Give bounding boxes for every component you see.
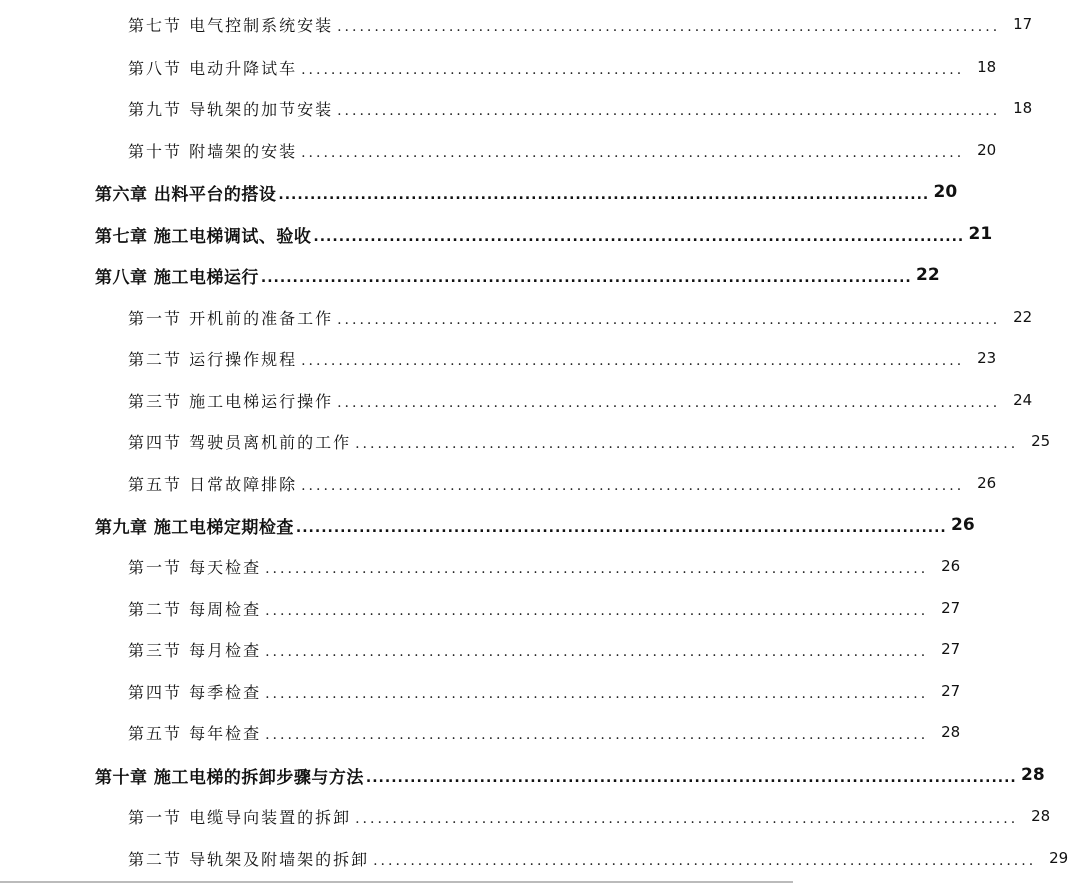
- toc-page-number: 28: [941, 723, 961, 741]
- toc-entry-title: 第四节 每季检查: [128, 682, 262, 702]
- toc-leader-dots: .......................................................................................................: [260, 270, 912, 286]
- toc-page-number: 23: [977, 349, 997, 367]
- toc-page-number: 20: [977, 141, 997, 159]
- toc-leader-dots: .......................................................................................................: [365, 770, 1017, 786]
- toc-entry-title: 第十节 附墙架的安装: [128, 141, 298, 161]
- toc-entry-title: 第五节 日常故障排除: [128, 474, 298, 494]
- toc-page-number: 18: [977, 58, 997, 76]
- toc-entry-title: 第九节 导轨架的加节安装: [128, 99, 334, 119]
- toc-page-number: 26: [951, 515, 975, 535]
- toc-leader-dots: .........................................................................................: [355, 811, 1019, 827]
- toc-entry-title: 第一节 开机前的准备工作: [128, 308, 334, 328]
- toc-chapter-title: 第十章 施工电梯的拆卸步骤与方法: [95, 767, 364, 788]
- toc-entry-title: 第三节 施工电梯运行操作: [128, 391, 334, 411]
- toc-entry-title: 第七节 电气控制系统安装: [128, 15, 334, 35]
- toc-page-number: 26: [941, 557, 961, 575]
- toc-entry-title: 第五节 每年检查: [128, 723, 262, 743]
- toc-page-number: 24: [1013, 391, 1033, 409]
- toc-chapter-title: 第九章 施工电梯定期检查: [95, 517, 294, 538]
- toc-leader-dots: .........................................................................................: [337, 312, 1001, 328]
- toc-leader-dots: .........................................................................................: [265, 603, 929, 619]
- toc-entry-title: 第八节 电动升降试车: [128, 58, 298, 78]
- toc-page-number: 29: [1049, 849, 1068, 867]
- toc-entry-title: 第一节 电缆导向装置的拆卸: [128, 807, 352, 827]
- toc-leader-dots: .........................................................................................: [265, 727, 929, 743]
- toc-entry[interactable]: [0, 469, 997, 497]
- toc-leader-dots: .........................................................................................: [265, 644, 929, 660]
- toc-entry-title: 第二节 每周检查: [128, 599, 262, 619]
- toc-entry-title: 第四节 驾驶员离机前的工作: [128, 432, 352, 452]
- toc-leader-dots: .........................................................................................: [301, 62, 965, 78]
- toc-page-number: 21: [968, 224, 993, 244]
- toc-entry[interactable]: [0, 53, 997, 81]
- toc-entry[interactable]: [0, 594, 961, 622]
- toc-entry[interactable]: [0, 718, 961, 746]
- toc-chapter-entry[interactable]: [0, 761, 1045, 789]
- toc-page-number: 22: [916, 265, 940, 285]
- toc-page-number: 28: [1021, 765, 1045, 785]
- toc-page-number: 26: [977, 474, 997, 492]
- toc-entry-title: 第二节 导轨架及附墙架的拆卸: [128, 849, 370, 869]
- toc-leader-dots: .........................................................................................: [355, 436, 1019, 452]
- toc-entry[interactable]: [0, 552, 961, 580]
- toc-chapter-title: 第八章 施工电梯运行: [95, 267, 259, 288]
- toc-chapter-entry[interactable]: [0, 261, 940, 289]
- toc-entry[interactable]: [0, 844, 1068, 872]
- toc-leader-dots: .........................................................................................: [265, 686, 929, 702]
- toc-entry[interactable]: [0, 136, 997, 164]
- toc-page-number: 28: [1031, 807, 1051, 825]
- toc-chapter-entry[interactable]: [0, 220, 993, 248]
- toc-page-number: 20: [933, 182, 958, 202]
- toc-leader-dots: .........................................................................................: [301, 353, 965, 369]
- toc-entry[interactable]: [0, 386, 1033, 414]
- toc-page-number: 18: [1013, 99, 1033, 117]
- toc-entry[interactable]: [0, 303, 1033, 331]
- toc-leader-dots: .......................................................................................................: [295, 520, 947, 536]
- toc-entry[interactable]: [0, 344, 997, 372]
- toc-leader-dots: .........................................................................................: [265, 561, 929, 577]
- toc-leader-dots: .........................................................................................: [337, 19, 1001, 35]
- toc-page-number: 27: [941, 599, 961, 617]
- toc-entry-title: 第三节 每月检查: [128, 640, 262, 660]
- toc-leader-dots: .........................................................................................: [337, 395, 1001, 411]
- toc-leader-dots: .......................................................................................................: [313, 229, 965, 245]
- toc-page-number: 27: [941, 640, 961, 658]
- toc-entry[interactable]: [0, 635, 961, 663]
- toc-chapter-title: 第七章 施工电梯调试、验收: [95, 226, 312, 247]
- toc-page-number: 17: [1013, 15, 1033, 33]
- toc-leader-dots: .........................................................................................: [301, 145, 965, 161]
- toc-page-number: 25: [1031, 432, 1051, 450]
- toc-chapter-entry[interactable]: [0, 511, 975, 539]
- toc-entry[interactable]: [0, 802, 1051, 830]
- toc-entry[interactable]: [0, 427, 1051, 455]
- toc-entry[interactable]: [0, 94, 1033, 122]
- toc-leader-dots: .........................................................................................: [373, 853, 1037, 869]
- toc-page-number: 22: [1013, 308, 1033, 326]
- toc-leader-dots: .......................................................................................................: [278, 187, 930, 203]
- toc-leader-dots: .........................................................................................: [337, 103, 1001, 119]
- toc-page-number: 27: [941, 682, 961, 700]
- toc-chapter-entry[interactable]: [0, 178, 958, 206]
- toc-chapter-title: 第六章 出料平台的搭设: [95, 184, 277, 205]
- toc-leader-dots: .........................................................................................: [301, 478, 965, 494]
- toc-entry-title: 第一节 每天检查: [128, 557, 262, 577]
- toc-entry[interactable]: [0, 677, 961, 705]
- toc-entry-title: 第二节 运行操作规程: [128, 349, 298, 369]
- toc-entry[interactable]: [0, 10, 1033, 38]
